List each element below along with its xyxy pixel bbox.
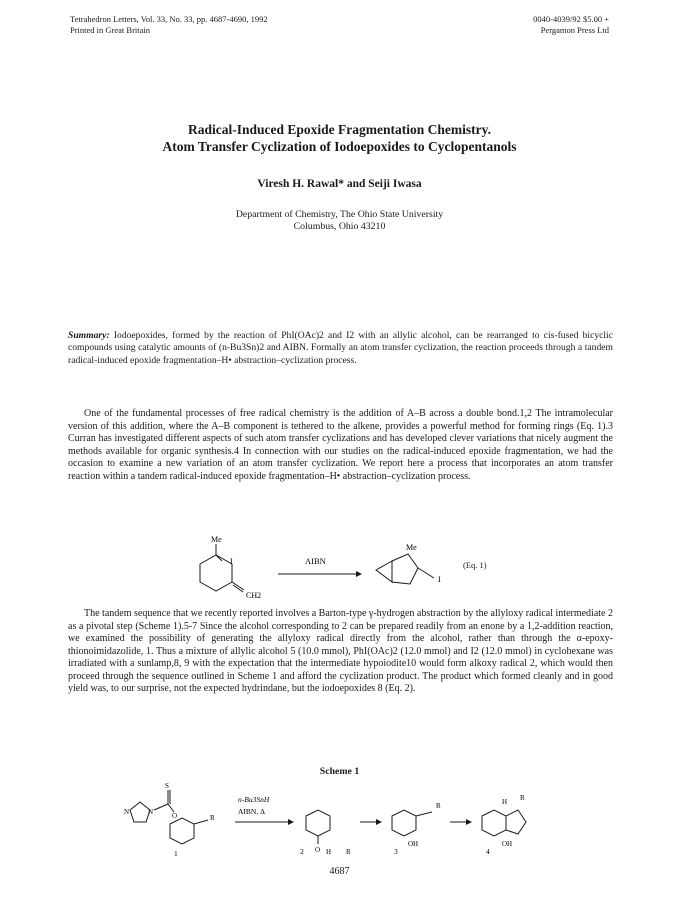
s3-chain: [416, 812, 432, 816]
issn-price: 0040-4039/92 $5.00 +: [533, 14, 609, 24]
s1-n-right: N: [148, 808, 154, 816]
title-line-2: Atom Transfer Cyclization of Iodoepoxides to Cyclopentanols: [162, 139, 517, 154]
summary-label: Summary:: [68, 330, 110, 341]
body-paragraph-2: The tandem sequence that we recently reported involves a Barton-type γ-hydrogen abstraction by the allyloxy radical intermediate 2 as a pivotal step (Scheme 1).5-7 Since the alcohol corresponding to 2 can be prepared readily from an enone by a 1,2-addition reaction, we examined the possibility of generating the allyloxy radical directly from the alcohol, rather than through the α-epoxy-thionoimidazolide, 1. Thus a mixture of allylic alcohol 5 (10.0 mmol), PhI(OAc)2 (12.0 mmol) and I2 (12.0 mmol) in cyclohexane was irradiated with a sunlamp,8, 9 with the expectation that the intermediate hypoiodite10 would form alkoxy radical 2, which would then proceed through the sequence outlined in Scheme 1 and afford the cyclization product. The product which formed cleanly and in good yield was, to our surprise, not the expected hydrindane, but the iodoepoxides 8 (Eq. 2).: [68, 608, 613, 694]
printed-location: Printed in Great Britain: [70, 25, 151, 35]
body-paragraph-1: One of the fundamental processes of free radical chemistry is the addition of A–B across a double bond.1,2 The intramolecular version of this addition, where the A–B component is tethered to the alkene, provides a powerful method for forming rings (Eq. 1).3 Curran has investigated different aspects of such atom transfer cyclizations and has developed clever variations that nicely augment the methods available for organic synthesis.4 In connection with our studies on the radical-induced epoxide fragmentation, we had the occasion to examine a new variation of an atom transfer cyclization. We report here a process that incorporates an atom transfer reaction within a tandem radical-induced epoxide fragmentation–H• abstraction–cyclization process.: [68, 408, 613, 482]
compound-2-label: 2: [300, 847, 304, 856]
s3-oh: OH: [408, 840, 419, 848]
s4-r: R: [520, 794, 525, 802]
eq1-right-i-bond: [418, 568, 434, 578]
journal-header-left: [70, 14, 268, 36]
eq1-left-i: I: [230, 557, 233, 566]
s4-ring: [482, 810, 506, 836]
s4-ring-fused: [506, 810, 526, 834]
s1-reagent-1: n-Bu3SnH: [238, 795, 270, 804]
journal-citation: Tetrahedron Letters, Vol. 33, No. 33, pp. 4687-4690, 1992: [70, 14, 268, 24]
s2-o: O: [315, 846, 321, 854]
s1-ring: [170, 818, 194, 844]
s2-s3-arrowhead: [376, 819, 382, 825]
compound-4-label: 4: [486, 847, 490, 856]
s1-c-n-bond: [154, 804, 168, 810]
s3-r: R: [436, 802, 441, 810]
imidazole-ring: [130, 802, 150, 822]
eq1-ch2: CH2: [246, 591, 262, 600]
summary-text: Iodoepoxides, formed by the reaction of PhI(OAc)2 and I2 with an allylic alcohol, can be rearranged to cis-fused bicyclic compounds using catalytic amounts of (n-Bu3Sn)2 and AIBN. Formally an atom transfer cyclization, the reaction proceeds through a tandem radical-induced epoxide fragmentation–H• abstraction–cyclization process.: [68, 330, 613, 366]
s1-o: O: [172, 812, 178, 820]
summary-block: [68, 330, 613, 367]
page-number: 4687: [329, 866, 350, 877]
s1-n-left: N: [124, 808, 130, 816]
eq1-right-me: Me: [406, 543, 417, 552]
s1-reagent-2: AIBN, Δ: [238, 807, 265, 816]
s1-r: R: [210, 814, 215, 822]
authors: Viresh H. Rawal* and Seiji Iwasa: [257, 178, 422, 190]
affiliation: [0, 209, 679, 233]
eq1-right-ring: [392, 554, 418, 584]
eq1-arrowhead: [356, 571, 362, 577]
scheme-title: Scheme 1: [319, 766, 360, 777]
scheme-1-figure: [110, 780, 570, 860]
affiliation-line-2: Columbus, Ohio 43210: [293, 221, 386, 232]
eq1-left-me: Me: [211, 535, 222, 544]
eq1-right-i: I: [438, 575, 441, 584]
s1-chain: [194, 820, 208, 824]
s4-h: H: [502, 798, 508, 806]
paper-title: [0, 121, 679, 155]
s1-c-o-bond: [168, 804, 174, 812]
s2-ring: [306, 810, 330, 836]
s1-s: S: [165, 782, 169, 790]
journal-header-right: [533, 14, 609, 36]
affiliation-line-1: Department of Chemistry, The Ohio State University: [235, 209, 444, 220]
compound-3-label: 3: [394, 847, 398, 856]
eq1-left-ring: [200, 555, 232, 591]
s3-ring: [392, 810, 416, 836]
s1-arrowhead: [288, 819, 294, 825]
publisher: Pergamon Press Ltd: [540, 25, 609, 35]
s3-s4-arrowhead: [466, 819, 472, 825]
s2-h: H: [326, 848, 332, 856]
eq1-right-ring-fused: [376, 561, 392, 582]
eq1-label: (Eq. 1): [463, 560, 487, 570]
title-line-1: Radical-Induced Epoxide Fragmentation Chemistry.: [187, 122, 491, 137]
eq1-reagent: AIBN: [305, 556, 326, 566]
s2-r: R: [346, 848, 351, 856]
compound-1-label: 1: [174, 849, 178, 858]
s4-oh: OH: [502, 840, 513, 848]
